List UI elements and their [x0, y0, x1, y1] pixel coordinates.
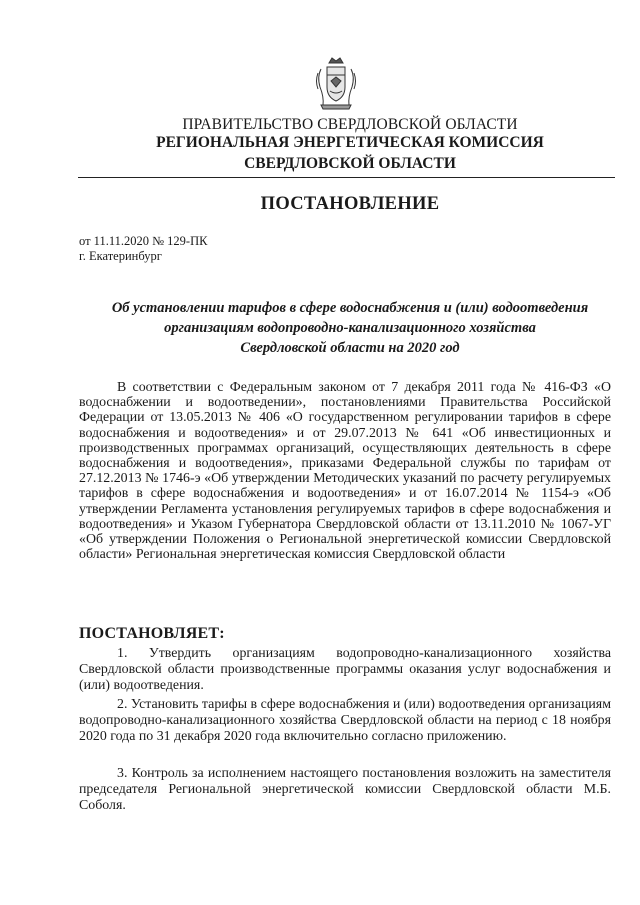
document-date-number: от 11.11.2020 № 129-ПК [79, 234, 208, 248]
document-subject [80, 298, 620, 358]
subject-line-2: организациям водопроводно-канализационного хозяйства [164, 320, 536, 336]
resolution-item-3: 3. Контроль за исполнением настоящего постановления возложить на заместителя председателя Региональной энергетической комиссии Свердловской области М.Б. Соболя. [79, 766, 611, 813]
commission-name-line-1: РЕГИОНАЛЬНАЯ ЭНЕРГЕТИЧЕСКАЯ КОМИССИЯ [156, 134, 544, 151]
commission-name-line-2: СВЕРДЛОВСКОЙ ОБЛАСТИ [244, 155, 456, 172]
resolution-item-1: 1. Утвердить организациям водопроводно-канализационного хозяйства Свердловской области производственные программы оказания услуг водоснабжения и (или) водоотведения. [79, 646, 611, 693]
resolves-heading: ПОСТАНОВЛЯЕТ: [79, 625, 225, 642]
document-city: г. Екатеринбург [79, 249, 162, 263]
government-name: ПРАВИТЕЛЬСТВО СВЕРДЛОВСКОЙ ОБЛАСТИ [182, 116, 518, 133]
header-divider [78, 177, 615, 178]
subject-line-3: Свердловской области на 2020 год [240, 340, 460, 356]
document-title: ПОСТАНОВЛЕНИЕ [260, 194, 440, 214]
coat-of-arms-icon [315, 55, 357, 111]
subject-line-1: Об установлении тарифов в сфере водоснабжения и (или) водоотведения [111, 300, 589, 316]
preamble-paragraph: В соответствии с Федеральным законом от 7 декабря 2011 года № 416-ФЗ «О водоснабжении и водоотведении», постановлениями Правительства Российской Федерации от 13.05.2013 № 406 «О государственном регулировании тарифов в сфере водоснабжения и водоотведения» и от 29.07.2013 № 641 «Об инвестиционных и производственных программах организаций, осуществляющих деятельность в сфере водоснабжения и водоотведения», приказами Федеральной службы по тарифам от 27.12.2013 № 1746-э «Об утверждении Методических указаний по расчету регулируемых тарифов в сфере водоснабжения и водоотведения» и от 16.07.2014 № 1154-э «Об утверждении Регламента установления регулируемых тарифов в сфере водоснабжения и водоотведения» и Указом Губернатора Свердловской области от 13.11.2010 № 1067-УГ «Об утверждении Положения о Региональной энергетической комиссии Свердловской области» Региональная энергетическая комиссия Свердловской области [79, 380, 611, 563]
resolution-item-2: 2. Установить тарифы в сфере водоснабжения и (или) водоотведения организациям водопроводно-канализационного хозяйства Свердловской области на период с 18 ноября 2020 года по 31 декабря 2020 года включительно согласно приложению. [79, 697, 611, 744]
